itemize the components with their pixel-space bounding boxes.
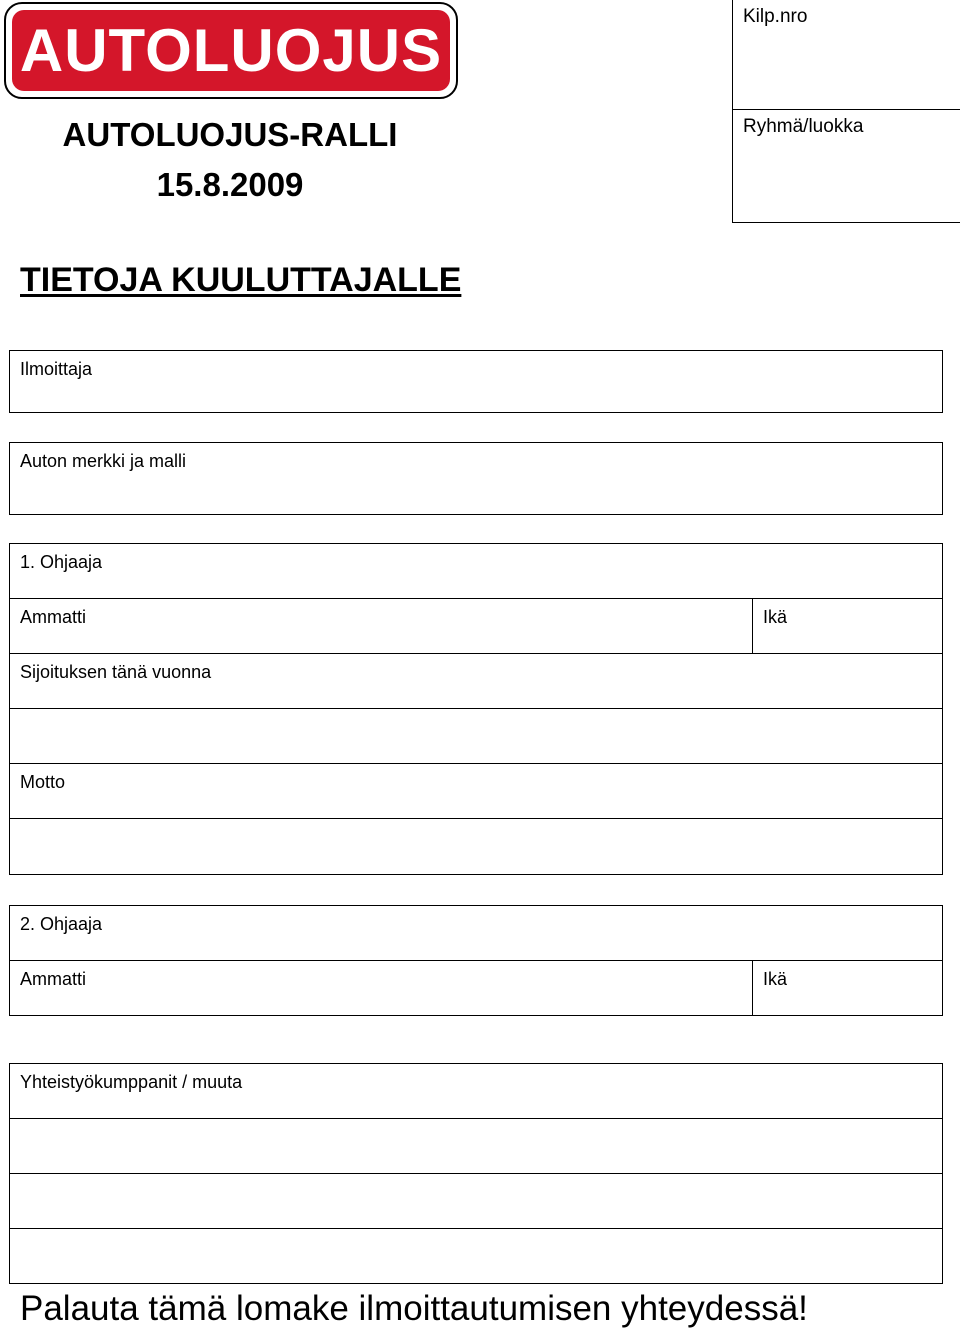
ika2-field[interactable] bbox=[753, 961, 942, 1016]
ammatti1-label: Ammatti bbox=[20, 607, 87, 627]
ammatti1-field[interactable] bbox=[10, 599, 753, 653]
driver2-block bbox=[9, 905, 943, 1016]
ammatti2-row bbox=[10, 961, 942, 1016]
logo-text: AUTOLUOJUS bbox=[19, 16, 443, 84]
kilpnro-label: Kilp.nro bbox=[743, 6, 808, 27]
ilmoittaja-field[interactable] bbox=[9, 350, 943, 413]
ika2-label: Ikä bbox=[763, 969, 788, 989]
sijoitukset-field[interactable] bbox=[10, 654, 942, 709]
ohjaaja1-field[interactable] bbox=[10, 544, 942, 599]
ika1-field[interactable] bbox=[753, 599, 942, 653]
auto-label: Auton merkki ja malli bbox=[20, 451, 187, 471]
motto-field[interactable] bbox=[10, 764, 942, 819]
ryhma-field[interactable] bbox=[733, 110, 960, 222]
logo bbox=[4, 2, 458, 99]
yhteistyo-line-2[interactable] bbox=[10, 1119, 942, 1174]
driver1-block bbox=[9, 543, 943, 875]
kilpnro-field[interactable] bbox=[733, 0, 960, 110]
ammatti1-row bbox=[10, 599, 942, 654]
ammatti2-field[interactable] bbox=[10, 961, 753, 1016]
section-heading: TIETOJA KUULUTTAJALLE bbox=[20, 261, 462, 299]
yhteistyo-block bbox=[9, 1063, 943, 1284]
footer-note: Palauta tämä lomake ilmoittautumisen yhteydessä! bbox=[20, 1289, 808, 1328]
sijoitukset-extra-line[interactable] bbox=[10, 709, 942, 764]
ohjaaja1-label: 1. Ohjaaja bbox=[20, 552, 103, 572]
yhteistyo-label: Yhteistyökumppanit / muuta bbox=[20, 1072, 243, 1092]
ohjaaja2-label: 2. Ohjaaja bbox=[20, 914, 103, 934]
auto-field[interactable] bbox=[9, 442, 943, 515]
ohjaaja2-field[interactable] bbox=[10, 906, 942, 961]
logo-badge bbox=[12, 10, 450, 91]
registration-box bbox=[732, 0, 960, 223]
event-title: AUTOLUOJUS-RALLI bbox=[62, 116, 398, 153]
yhteistyo-line-3[interactable] bbox=[10, 1174, 942, 1229]
ryhma-label: Ryhmä/luokka bbox=[743, 116, 864, 137]
event-date: 15.8.2009 bbox=[156, 166, 304, 203]
ammatti2-label: Ammatti bbox=[20, 969, 87, 989]
ika1-label: Ikä bbox=[763, 607, 788, 627]
motto-extra-line[interactable] bbox=[10, 819, 942, 874]
motto-label: Motto bbox=[20, 772, 66, 792]
yhteistyo-field[interactable] bbox=[10, 1064, 942, 1119]
sijoitukset-label: Sijoituksen tänä vuonna bbox=[20, 662, 212, 682]
ilmoittaja-label: Ilmoittaja bbox=[20, 359, 93, 379]
yhteistyo-line-4[interactable] bbox=[10, 1229, 942, 1284]
